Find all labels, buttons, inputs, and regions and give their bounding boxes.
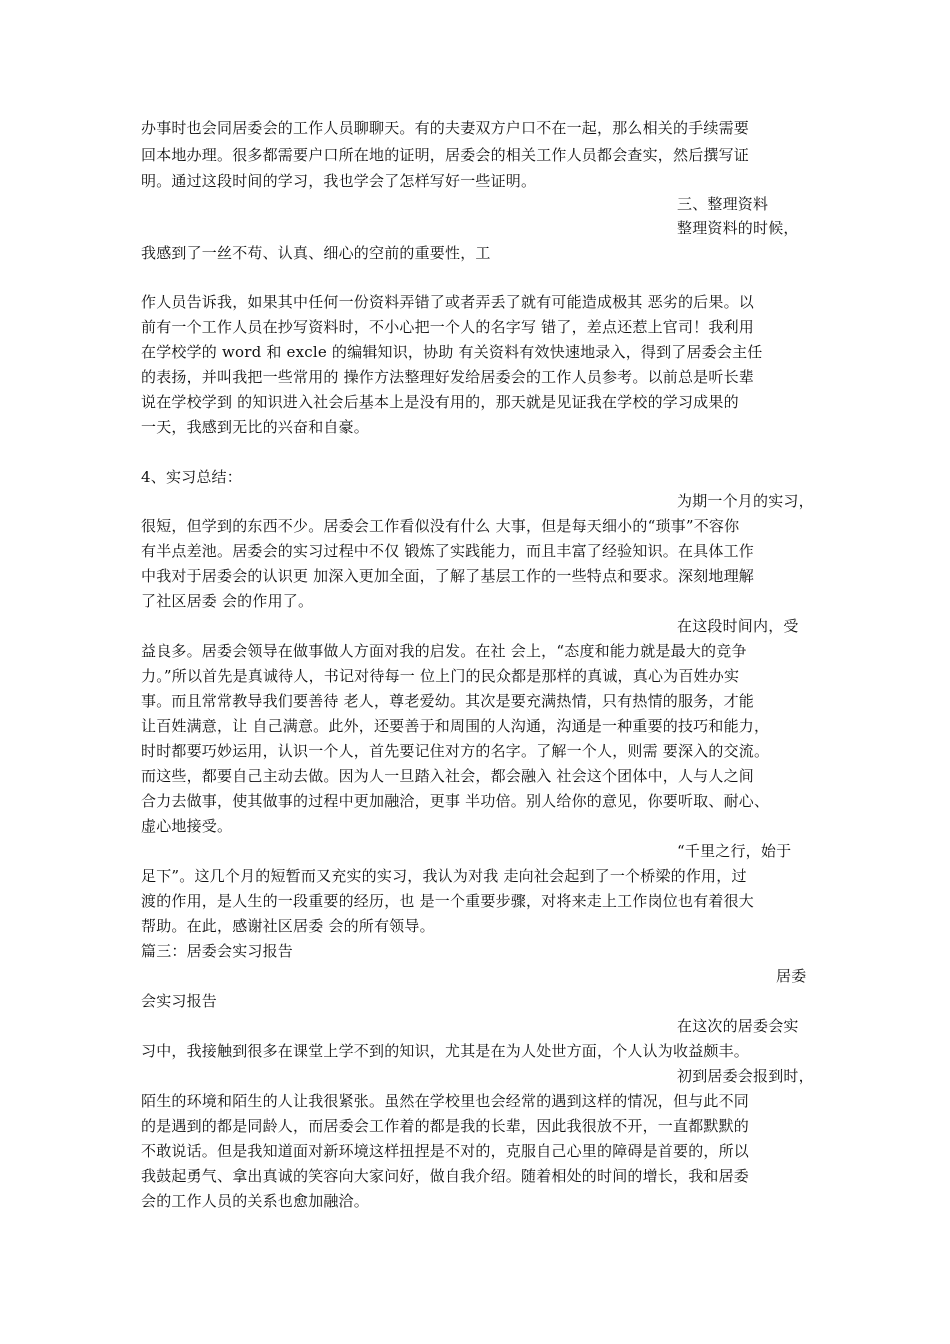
text-line: 整理资料的时候， bbox=[677, 219, 799, 237]
text-line: 居委 bbox=[776, 967, 807, 985]
text-line: 一天，我感到无比的兴奋和自豪。 bbox=[141, 418, 370, 436]
text-line: 的是遇到的都是同龄人，而居委会工作着的都是我的长辈，因此我很放不开，一直都默默的 bbox=[141, 1117, 750, 1135]
text-line: 我感到了一丝不苟、认真、细心的空前的重要性，工 bbox=[141, 244, 491, 262]
text-line: 益良多。居委会领导在做事做人方面对我的启发。在社 会上，“态度和能力就是最大的竞争 bbox=[141, 642, 747, 660]
text-line: 而这些，都要自己主动去做。因为人一旦踏入社会，都会融入 社会这个团体中，人与人之间 bbox=[141, 767, 754, 785]
text-line: 在这次的居委会实 bbox=[677, 1017, 799, 1035]
text-line: 时时都要巧妙运用，认识一个人，首先要记住对方的名字。了解一个人，则需 要深入的交流。 bbox=[141, 742, 770, 760]
text-line: 力。”所以首先是真诚待人，书记对待每一 位上门的民众都是那样的真诚，真心为百姓办实 bbox=[141, 667, 740, 685]
section-heading: 4、实习总结： bbox=[141, 468, 242, 486]
text-line: 在这段时间内，受 bbox=[677, 617, 799, 635]
text-line: 合力去做事，使其做事的过程中更加融洽，更事 半功倍。别人给你的意见，你要听取、耐心、 bbox=[141, 792, 770, 810]
text-line: 虚心地接受。 bbox=[141, 817, 233, 835]
text-line: 渡的作用，是人生的一段重要的经历，也 是一个重要步骤，对将来走上工作岗位也有着很大 bbox=[141, 892, 754, 910]
text-line: 不敢说话。但是我知道面对新环境这样扭捏是不对的，克服自己心里的障碍是首要的，所以 bbox=[141, 1142, 750, 1160]
text-line: 明。通过这段时间的学习，我也学会了怎样写好一些证明。 bbox=[141, 172, 537, 190]
section-heading: 篇三：居委会实习报告 bbox=[141, 942, 294, 960]
text-line: 很短，但学到的东西不少。居委会工作看似没有什么 大事，但是每天细小的“琐事”不容你 bbox=[141, 517, 740, 535]
text-line: 在学校学的 word 和 excle 的编辑知识，协助 有关资料有效快速地录入，得到了居委会主任 bbox=[141, 343, 763, 361]
text-line: 帮助。在此，感谢社区居委 会的所有领导。 bbox=[141, 917, 435, 935]
text-line: 会实习报告 bbox=[141, 992, 218, 1010]
text-line: 习中，我接触到很多在课堂上学不到的知识，尤其是在为人处世方面，个人认为收益颇丰。 bbox=[141, 1042, 750, 1060]
text-line: 作人员告诉我，如果其中任何一份资料弄错了或者弄丢了就有可能造成极其 恶劣的后果。以 bbox=[141, 293, 754, 311]
text-line: 了社区居委 会的作用了。 bbox=[141, 592, 314, 610]
text-line: 让百姓满意，让 自己满意。此外，还要善于和周围的人沟通，沟通是一种重要的技巧和能力， bbox=[141, 717, 770, 735]
text-line: 为期一个月的实习， bbox=[677, 492, 814, 510]
text-line: 会的工作人员的关系也愈加融洽。 bbox=[141, 1192, 370, 1210]
text-line: 回本地办理。很多都需要户口所在地的证明，居委会的相关工作人员都会查实，然后撰写证 bbox=[141, 146, 750, 164]
text-line: 有半点差池。居委会的实习过程中不仅 锻炼了实践能力，而且丰富了经验知识。在具体工作 bbox=[141, 542, 754, 560]
text-line: 的表扬，并叫我把一些常用的 操作方法整理好发给居委会的工作人员参考。以前总是听长辈 bbox=[141, 368, 754, 386]
text-line: 中我对于居委会的认识更 加深入更加全面，了解了基层工作的一些特点和要求。深刻地理解 bbox=[141, 567, 754, 585]
text-line: 前有一个工作人员在抄写资料时，不小心把一个人的名字写 错了，差点还惹上官司！我利用 bbox=[141, 318, 754, 336]
text-line: 说在学校学到 的知识进入社会后基本上是没有用的，那天就是见证我在学校的学习成果的 bbox=[141, 393, 739, 411]
text-line: 事。而且常常教导我们要善待 老人，尊老爱幼。其次是要充满热情，只有热情的服务，才能 bbox=[141, 692, 754, 710]
text-line: 我鼓起勇气、拿出真诚的笑容向大家问好，做自我介绍。随着相处的时间的增长，我和居委 bbox=[141, 1167, 750, 1185]
text-line: 足下”。这几个月的短暂而又充实的实习，我认为对我 走向社会起到了一个桥梁的作用，过 bbox=[141, 867, 747, 885]
text-line: 陌生的环境和陌生的人让我很紧张。虽然在学校里也会经常的遇到这样的情况，但与此不同 bbox=[141, 1092, 750, 1110]
section-heading: 三、整理资料 bbox=[677, 195, 769, 213]
text-line: “千里之行，始于 bbox=[677, 842, 792, 860]
text-line: 初到居委会报到时， bbox=[677, 1067, 814, 1085]
text-line: 办事时也会同居委会的工作人员聊聊天。有的夫妻双方户口不在一起，那么相关的手续需要 bbox=[141, 119, 750, 137]
